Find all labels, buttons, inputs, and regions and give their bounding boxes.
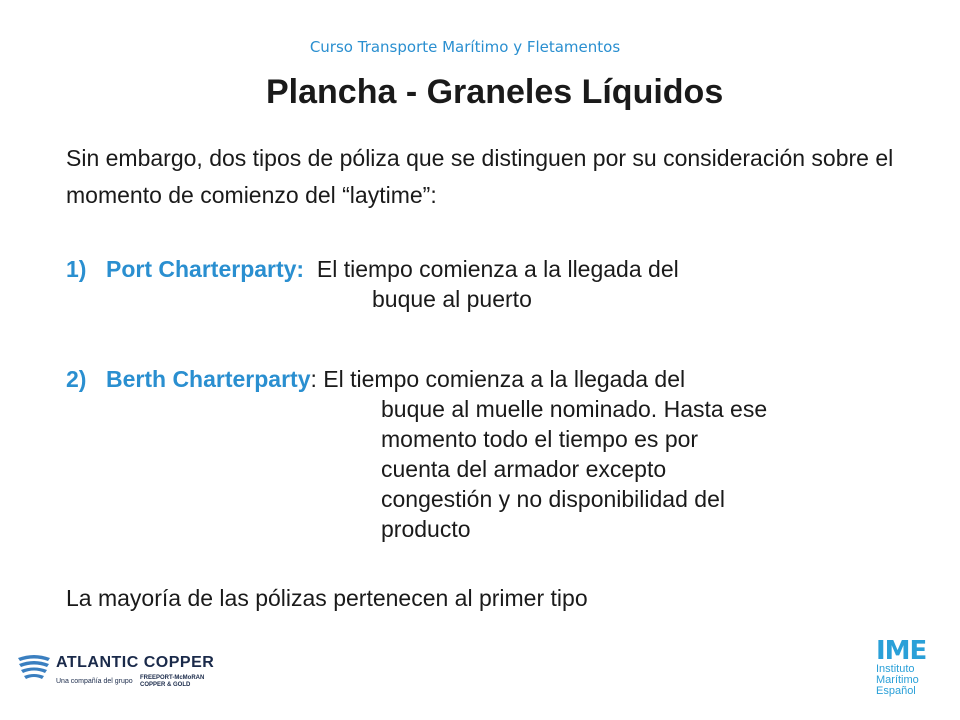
point-continuation: producto xyxy=(381,516,471,542)
point-continuation: cuenta del armador excepto xyxy=(381,456,667,482)
atlantic-copper-tagline: Una compañía del grupo xyxy=(56,678,133,685)
wave-icon xyxy=(16,652,54,684)
point-text: El tiempo comienza a la llegada del xyxy=(323,366,686,392)
ime-text xyxy=(876,664,919,697)
atlantic-copper-name: ATLANTIC COPPER xyxy=(56,654,215,671)
ime-text-line: Marítimo xyxy=(876,674,919,686)
ime-text-line: Español xyxy=(876,685,916,697)
point-continuation: buque al muelle nominado. Hasta ese xyxy=(381,396,768,422)
ime-logo xyxy=(876,636,938,700)
point-number: 2) xyxy=(66,366,87,392)
intro-paragraph: Sin embargo, dos tipos de póliza que se distinguen por su consideración sobre el momento de comienzo del “laytime”: xyxy=(66,145,894,208)
parent-company xyxy=(140,675,204,689)
point-term: Port Charterparty: xyxy=(106,256,305,282)
point-term: Berth Charterparty xyxy=(106,366,311,392)
point-text: El tiempo comienza a la llegada del xyxy=(316,256,679,282)
point-separator: : xyxy=(310,366,317,392)
atlantic-copper-logo xyxy=(16,648,226,696)
point-continuation: momento todo el tiempo es por xyxy=(381,426,699,452)
ime-mark: IME xyxy=(876,636,927,666)
point-continuation: buque al puerto xyxy=(372,286,532,312)
parent-company-line: FREEPORT-McMoRAN xyxy=(140,675,205,681)
course-header: Curso Transporte Marítimo y Fletamentos xyxy=(309,38,621,56)
point-berth-charterparty xyxy=(66,364,767,544)
conclusion-text: La mayoría de las pólizas pertenecen al primer tipo xyxy=(66,585,588,611)
point-port-charterparty xyxy=(66,254,679,314)
point-continuation: congestión y no disponibilidad del xyxy=(381,486,725,512)
point-number: 1) xyxy=(66,256,87,282)
slide-title: Plancha - Graneles Líquidos xyxy=(266,73,724,111)
parent-company-line: COPPER & GOLD xyxy=(140,682,191,688)
ime-text-line: Instituto xyxy=(876,663,915,675)
